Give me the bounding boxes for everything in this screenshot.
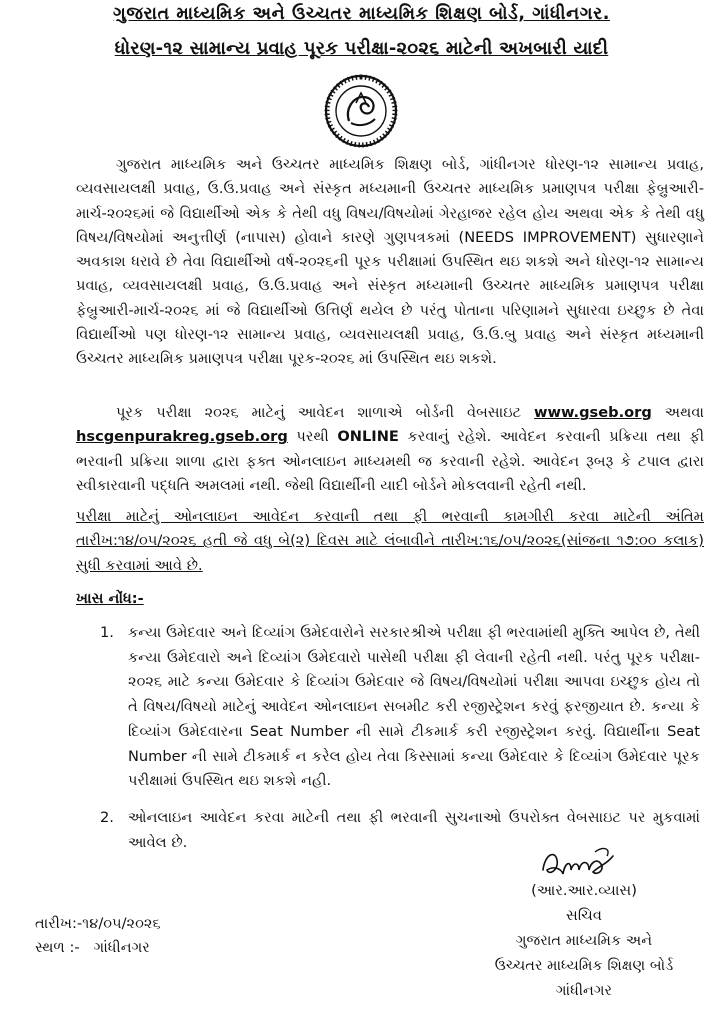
- note-text: ઓનલાઇન આવેદન કરવા માટેની તથા ફી ભરવાની સુચનાઓ ઉપરોક્ત વેબસાઇટ પર મુકવામાં આવેલ છે.: [128, 809, 700, 851]
- intro-text: ગુજરાત માધ્યમિક અને ઉચ્ચતર માધ્યમિક શિક્ષણ બોર્ડ, ગાંધીનગર ધોરણ-૧૨ સામાન્ય પ્રવાહ, વ્યવસાયલક્ષી પ્રવાહ, ઉ.ઉ.પ્રવાહ અને સંસ્કૃત મધ્યમાની ઉચ્ચતર માધ્યમિક પ્રમાણપત્ર પરીક્ષા ફેબ્રુઆરી-માર્ચ-૨૦૨૬માં જે વિદ્યાર્થીઓ એક કે તેથી વધુ વિષય/વિષયોમાં ગેરહાજર રહેલ હોય અથવા એક કે તેથી વધુ વિષય/વિષયોમાં અનુત્તીર્ણ (નાપાસ) હોવાને કારણે ગુણપત્રકમાં (NEEDS IMPROVEMENT) સુધારણાને અવકાશ ધરાવે છે તેવા વિદ્યાર્થીઓ વર્ષ-૨૦૨૬ની પૂરક પરીક્ષામાં ઉપસ્થિત થઇ શકશે અને ધોરણ-૧૨ સામાન્ય પ્રવાહ, વ્યવસાયલક્ષી પ્રવાહ, ઉ.ઉ.પ્રવાહ અને સંસ્કૃત મધ્યમાની ઉચ્ચતર માધ્યમિક પ્રમાણપત્ર પરીક્ષા ફેબ્રુઆરી-માર્ચ-૨૦૨૬ માં જે વિદ્યાર્થીઓ ઉત્તિર્ણ થયેલ છે પરંતુ પોતાના પરિણામને સુધારવા ઇચ્છુક છે તેવા વિદ્યાર્થીઓ પણ ધોરણ-૧૨ સામાન્ય પ્રવાહ, વ્યવસાયલક્ષી પ્રવાહ, ઉ.ઉ.બુ પ્રવાહ અને સંસ્કૃત મધ્યમાની ઉચ્ચતર માધ્યમિક પ્રમાણપત્ર પરીક્ષા પૂરક-૨૦૨૬ માં ઉપસ્થિત થઇ શકશે.: [76, 156, 704, 368]
- signatory-name: (આર.આર.વ્યાસ): [531, 882, 637, 899]
- note-text: કન્યા ઉમેદવાર અને દિવ્યાંગ ઉમેદવારોને સરકારશ્રીએ પરીક્ષા ફી ભરવામાંથી મુક્તિ આપેલ છે, તેથી કન્યા ઉમેદવારો અને દિવ્યાંગ ઉમેદવારો પાસેથી પરીક્ષા ફી લેવાની રહેતી નથી. પરંતુ પૂરક પરીક્ષા- ૨૦૨૬ માટે કન્યા ઉમેદવાર કે દિવ્યાંગ ઉમેદવાર જે વિષય/વિષયોમાં પરીક્ષા આપવા ઇચ્છુક હોય તો તે વિષય/વિષયો માટેનું આવેદન ઓનલાઇન સબમીટ કરી રજીસ્ટ્રેશન કરવું ફરજીયાત છે. કન્યા કે દિવ્યાંગ ઉમેદવારના Seat Number ની સામે ટીકમાર્ક કરી રજીસ્ટ્રેશન કરવું. વિદ્યાર્થીના Seat Number ની સામે ટીકમાર્ક ન કરેલ હોય તેવા કિસ્સામાં કન્યા ઉમેદવાર કે દિવ્યાંગ ઉમેદવાર પૂરક પરીક્ષામાં ઉપસ્થિત થઇ શકશે નહી.: [128, 624, 700, 790]
- note-item-1: [100, 621, 700, 794]
- board-location: ગાંધીનગર: [555, 982, 613, 999]
- note-number: 2.: [100, 809, 114, 826]
- special-note-heading: ખાસ નોંધ:-: [76, 590, 144, 607]
- application-paragraph: [76, 401, 704, 498]
- note-number: 1.: [100, 624, 114, 641]
- board-name-line1: ગુજરાત માધ્યમિક અને: [515, 932, 653, 949]
- issue-place: સ્થળ :- ગાંધીનગર: [35, 939, 150, 956]
- deadline-text: પરીક્ષા માટેનું ઓનલાઇન આવેદન કરવાની તથા ફી ભરવાની કામગીરી કરવા માટેની અંતિમ તારીખ:૧૪/૦૫/૨૦૨૬ હતી જે વધુ બે(૨) દિવસ માટે લંબાવીને તારીખ:૧૬/૦૫/૨૦૨૬(સાંજના ૧૭:૦૦ કલાક) સુધી કરવામાં આવે છે.: [76, 508, 704, 574]
- signature-block: [464, 878, 704, 1003]
- board-seal-logo: [323, 73, 399, 149]
- application-text-c: પરથી: [287, 428, 338, 446]
- board-title: ગુજરાત માધ્યમિક અને ઉચ્ચતર માધ્યમિક શિક્ષણ બોર્ડ, ગાંધીનગર.: [113, 4, 610, 24]
- application-text-a: પૂરક પરીક્ષા ૨૦૨૬ માટેનું આવેદન શાળાએ બોર્ડની વેબસાઇટ: [116, 404, 535, 421]
- date-place-block: [35, 912, 161, 960]
- board-name-line2: ઉચ્ચતર માધ્યમિક શિક્ષણ બોર્ડ: [494, 957, 674, 974]
- application-text-d: કરવાનું રહેશે. આવેદન કરવાની પ્રક્રિયા તથા ફી ભરવાની પ્રક્રિયા શાળા દ્વારા ફક્ત ઓનલાઇન માધ્યમથી જ કરવાની રહેશે. આવેદન રૂબરૂ કે ટપાલ દ્વારા સ્વીકારવાની પદ્ધતિ અમલમાં નથી. જેથી વિદ્યાર્થીની યાદી બોર્ડને મોકલવાની રહેતી નથી.: [76, 428, 704, 494]
- online-label: ONLINE: [337, 428, 399, 446]
- signatory-designation: સચિવ: [566, 907, 602, 924]
- purak-registration-link[interactable]: hscgenpurakreg.gseb.org: [76, 428, 288, 446]
- intro-paragraph: [76, 153, 704, 372]
- notice-title: ધોરણ-૧૨ સામાન્ય પ્રવાહ પૂરક પરીક્ષા-૨૦૨૬ માટેની અખબારી યાદી: [114, 38, 609, 59]
- issue-date: તારીખ:-૧૪/૦૫/૨૦૨૬: [35, 915, 161, 932]
- application-text-b: અથવા: [651, 404, 704, 421]
- gseb-link[interactable]: www.gseb.org: [534, 404, 652, 421]
- deadline-paragraph: [76, 505, 704, 578]
